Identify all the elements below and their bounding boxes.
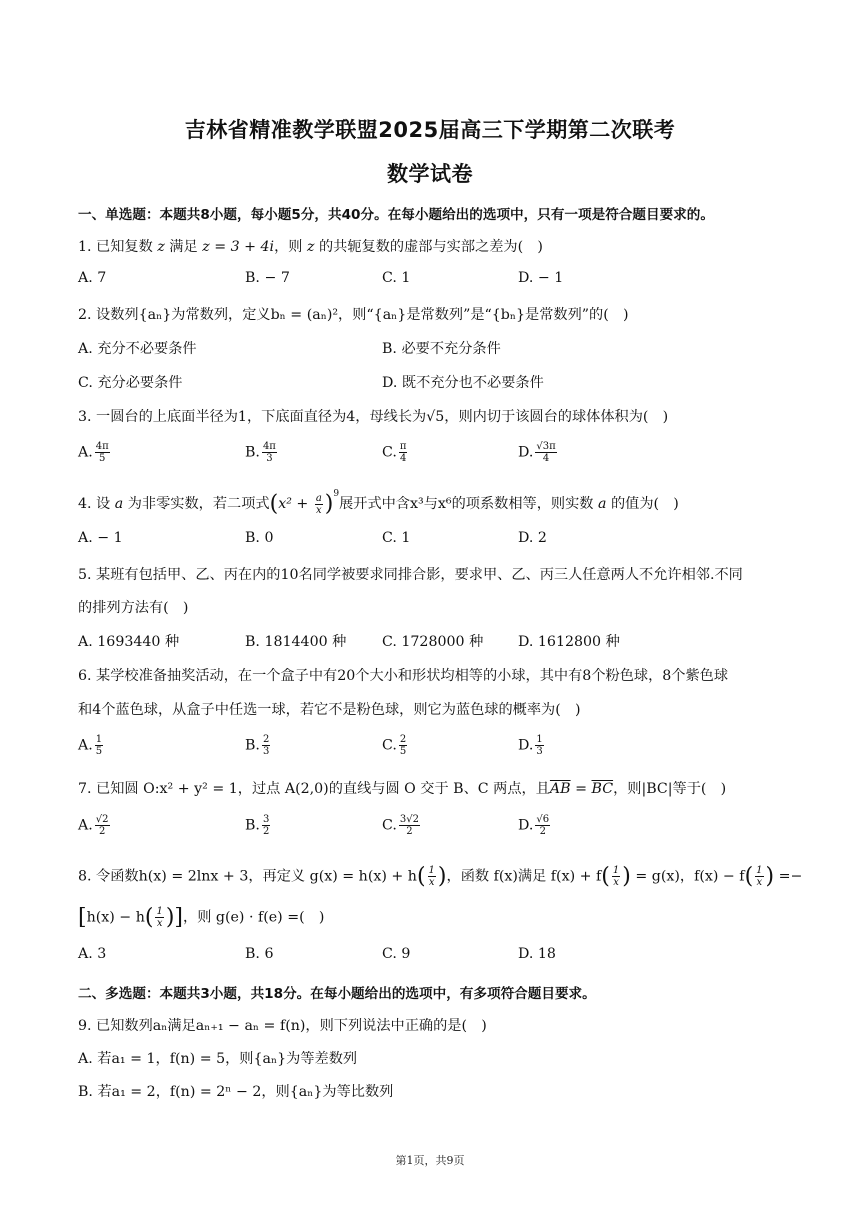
question-4 <box>78 489 679 517</box>
numerator: 1 <box>428 865 435 876</box>
q8-text: =− <box>774 868 803 885</box>
q8-option-c: C. 9 <box>382 946 411 962</box>
q7-option-b <box>245 814 272 837</box>
denominator: 3 <box>536 746 543 757</box>
fraction <box>399 814 420 837</box>
exam-subtitle: 数学试卷 <box>387 162 473 186</box>
q4-option-a: A. − 1 <box>78 530 123 546</box>
question-8-line-2 <box>78 905 324 930</box>
option-label: D. <box>518 444 534 461</box>
q1-text: 1. 已知复数 <box>78 239 158 255</box>
q5-option-b: B. 1814400 种 <box>245 634 347 650</box>
q2-option-b: B. 必要不充分条件 <box>382 341 501 357</box>
numerator: 4π <box>95 441 109 452</box>
numerator: √6 <box>536 814 550 825</box>
q6-option-c <box>382 734 409 757</box>
denominator: x <box>756 877 763 888</box>
q8-text: ，函数 f(x)满足 f(x) + f <box>446 868 602 885</box>
q3-option-d <box>518 441 559 464</box>
numerator: 4π <box>262 441 276 452</box>
question-9: 9. 已知数列aₙ满足aₙ₊₁ − aₙ = f(n)，则下列说法中正确的是( ) <box>78 1018 487 1034</box>
numerator: 1 <box>756 865 763 876</box>
option-label: B. <box>245 817 260 834</box>
q6-option-b <box>245 734 272 757</box>
section-1-header: 一、单选题：本题共8小题，每小题5分，共40分。在每小题给出的选项中，只有一项是符合题目要求的。 <box>78 207 714 223</box>
q5-option-d: D. 1612800 种 <box>518 634 620 650</box>
q4-text: 展开式中含x³与x⁶的项系数相等，则实数 <box>339 496 598 512</box>
q1-option-d: D. − 1 <box>518 270 564 286</box>
option-label: B. <box>245 444 260 461</box>
fraction <box>262 441 277 464</box>
q2-option-c: C. 充分必要条件 <box>78 375 183 391</box>
paren-close: ) <box>622 864 631 889</box>
fraction <box>399 441 408 464</box>
q4-var: a <box>114 496 124 512</box>
q3-option-b <box>245 441 279 464</box>
q6-option-d <box>518 734 546 757</box>
q7-text: 7. 已知圆 O:x² + y² = 1，过点 A(2,0)的直线与圆 O 交于 B、C 两点，且 <box>78 781 550 797</box>
q7-text: = <box>570 781 592 797</box>
fraction <box>535 441 556 464</box>
denominator: x <box>613 877 619 888</box>
question-3: 3. 一圆台的上底面半径为1，下底面直径为4，母线长为√5，则内切于该圆台的球体体积为( ) <box>78 409 669 425</box>
fraction <box>535 734 543 757</box>
q7-text: ，则|BC|等于( ) <box>613 781 727 797</box>
q5-option-a: A. 1693440 种 <box>78 634 180 650</box>
numerator: 2 <box>262 734 270 745</box>
q4-option-d: D. 2 <box>518 530 547 546</box>
fraction <box>755 865 763 888</box>
denominator: x <box>428 877 435 888</box>
numerator: √2 <box>95 814 109 825</box>
denominator: 5 <box>99 453 106 464</box>
q4-option-b: B. 0 <box>245 530 274 546</box>
q1-option-a: A. 7 <box>78 270 107 286</box>
q1-text: 满足 <box>164 239 203 255</box>
option-label: C. <box>382 737 397 754</box>
q4-var: a <box>598 496 607 512</box>
option-label: C. <box>382 817 397 834</box>
numerator: a <box>315 492 322 504</box>
q6-option-a <box>78 734 105 757</box>
denominator: 4 <box>399 453 407 464</box>
paren-open: ( <box>744 864 754 889</box>
denominator: 2 <box>406 826 413 837</box>
q9-option-a: A. 若a₁ = 1，f(n) = 5，则{aₙ}为等差数列 <box>78 1051 358 1067</box>
q1-var: z <box>157 239 165 255</box>
numerator: π <box>399 441 407 452</box>
numerator: √3π <box>536 441 556 452</box>
exam-title: 吉林省精准教学联盟2025届高三下学期第二次联考 <box>184 118 676 142</box>
denominator: 2 <box>262 826 270 837</box>
q4-text: 为非零实数，若二项式 <box>123 496 270 512</box>
option-label: B. <box>245 737 260 754</box>
fraction <box>262 734 270 757</box>
fraction <box>95 734 103 757</box>
question-7 <box>78 778 726 798</box>
denominator: 5 <box>399 746 407 757</box>
numerator: 3√2 <box>399 814 419 825</box>
option-label: A. <box>78 444 93 461</box>
q8-option-d: D. 18 <box>518 946 556 962</box>
q1-equation: z = 3 + 4i <box>202 239 275 255</box>
fraction <box>315 493 323 516</box>
q3-option-a <box>78 441 112 464</box>
option-label: C. <box>382 444 397 461</box>
page-footer: 第1页，共9页 <box>395 1154 465 1167</box>
binom-exponent: 9 <box>333 489 340 499</box>
q1-text: ，则 <box>274 239 307 255</box>
numerator: 1 <box>536 734 543 745</box>
numerator: 1 <box>95 734 103 745</box>
denominator: x <box>315 504 322 516</box>
vector-ab: $\overline{AB}$ <box>549 781 571 797</box>
bracket-close: ] <box>174 905 184 930</box>
fraction <box>155 906 163 929</box>
q4-text: 的值为( ) <box>606 496 679 512</box>
question-8-line-1 <box>78 864 802 889</box>
option-label: A. <box>78 817 93 834</box>
q7-option-a <box>78 814 112 837</box>
q1-option-c: C. 1 <box>382 270 411 286</box>
option-label: D. <box>518 817 534 834</box>
question-6-line-2: 和4个蓝色球，从盒子中任选一球，若它不是粉色球，则它为蓝色球的概率为( ) <box>78 702 581 718</box>
q1-option-b: B. − 7 <box>245 270 290 286</box>
question-5-line-2: 的排列方法有( ) <box>78 600 189 616</box>
fraction <box>399 734 407 757</box>
paren-open: ( <box>601 864 610 889</box>
q7-option-c <box>382 814 422 837</box>
q8-text: 8. 令函数h(x) = 2lnx + 3，再定义 g(x) = h(x) + h <box>78 868 417 885</box>
paren-close: ) <box>437 864 447 889</box>
q2-option-d: D. 既不充分也不必要条件 <box>382 375 544 391</box>
q2-option-a: A. 充分不必要条件 <box>78 341 197 357</box>
option-label: D. <box>518 737 534 754</box>
denominator: 3 <box>262 746 270 757</box>
section-2-header: 二、多选题：本题共3小题，共18分。在每小题给出的选项中，有多项符合题目要求。 <box>78 986 596 1002</box>
q8-text: ，则 g(e) · f(e) =( ) <box>183 909 325 926</box>
q8-text: h(x) − h <box>86 909 145 926</box>
fraction <box>428 865 436 888</box>
q8-option-a: A. 3 <box>78 946 107 962</box>
q5-option-c: C. 1728000 种 <box>382 634 484 650</box>
vector-bc: $\overline{BC}$ <box>591 781 614 797</box>
fraction <box>535 814 550 837</box>
paren-close: ) <box>765 864 775 889</box>
denominator: 3 <box>266 453 273 464</box>
q8-text: = g(x)，f(x) − f <box>630 868 745 885</box>
binom-base: x² + <box>278 496 313 512</box>
q1-text: 的共轭复数的虚部与实部之差为( ) <box>314 239 543 255</box>
q1-var: z <box>306 239 315 255</box>
q8-option-b: B. 6 <box>245 946 274 962</box>
numerator: 1 <box>156 906 163 917</box>
paren-open: ( <box>144 905 154 930</box>
question-5-line-1: 5. 某班有包括甲、乙、丙在内的10名同学被要求同排合影，要求甲、乙、丙三人任意两人不允许相邻.不同 <box>78 567 743 583</box>
fraction <box>95 814 110 837</box>
q4-text: 4. 设 <box>78 496 115 512</box>
question-6-line-1: 6. 某学校准备抽奖活动，在一个盒子中有20个大小和形状均相等的小球，其中有8个粉色球，8个紫色球 <box>78 668 729 684</box>
numerator: 1 <box>612 865 620 876</box>
bracket-open: [ <box>78 905 87 930</box>
numerator: 3 <box>262 814 270 825</box>
paren-close: ) <box>165 905 175 930</box>
q9-option-b: B. 若a₁ = 2，f(n) = 2ⁿ − 2，则{aₙ}为等比数列 <box>78 1084 394 1100</box>
fraction <box>262 814 270 837</box>
q4-option-c: C. 1 <box>382 530 411 546</box>
q7-option-d <box>518 814 552 837</box>
denominator: 2 <box>539 826 546 837</box>
fraction <box>612 865 620 888</box>
option-label: A. <box>78 737 93 754</box>
denominator: 4 <box>542 453 550 464</box>
paren-open: ( <box>416 864 426 889</box>
paren-open: ( <box>269 491 279 517</box>
question-1 <box>78 236 543 256</box>
paren-close: ) <box>324 491 334 517</box>
denominator: x <box>156 918 163 929</box>
q3-option-c <box>382 441 409 464</box>
denominator: 2 <box>98 826 106 837</box>
numerator: 2 <box>399 734 407 745</box>
denominator: 5 <box>95 746 103 757</box>
question-2: 2. 设数列{aₙ}为常数列，定义bₙ = (aₙ)²，则“{aₙ}是常数列”是“{bₙ}是常数列”的( ) <box>78 307 629 323</box>
fraction <box>95 441 110 464</box>
